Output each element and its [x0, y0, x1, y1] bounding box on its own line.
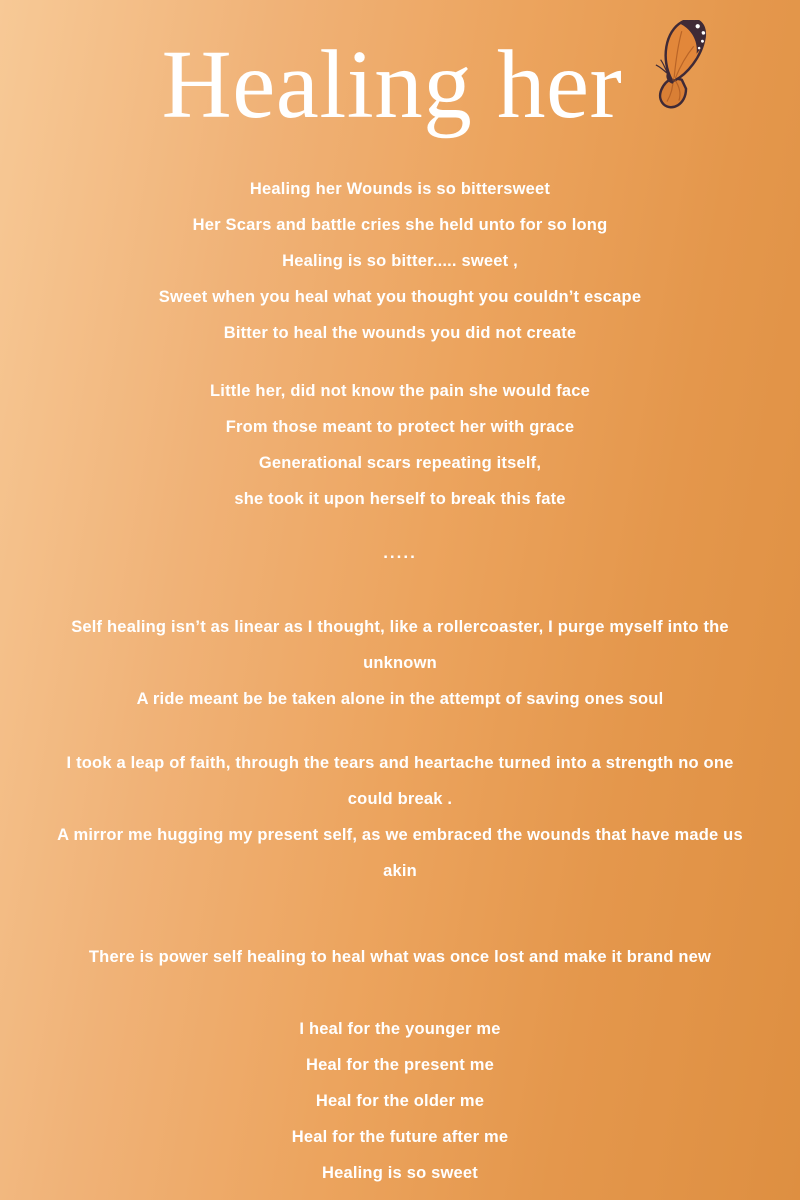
poem-line: Bitter to heal the wounds you did not create [223, 323, 577, 342]
poem-line: she took it upon herself to break this fate [234, 489, 566, 508]
poem-stanza [0, 745, 800, 889]
poem-stanza [0, 171, 800, 351]
poem-line: Healing is so sweet [321, 1163, 479, 1182]
poem-line: Healing is so bitter..... sweet , [282, 251, 518, 270]
poem-line: Sweet when you heal what you thought you couldn’t escape [158, 287, 642, 306]
poem-line: Her Scars and battle cries she held unto for so long [192, 215, 608, 234]
poem-line: Generational scars repeating itself, [258, 453, 542, 472]
poem-line: Heal for the older me [315, 1091, 485, 1110]
stanza-divider: ..... [383, 542, 417, 562]
poem-line: A ride meant be be taken alone in the attempt of saving ones soul [136, 689, 664, 708]
title-section [0, 31, 800, 138]
poem-line: Heal for the present me [306, 1055, 494, 1074]
poem-line: There is power self healing to heal what was once lost and make it brand new [88, 947, 712, 966]
poem-line: I took a leap of faith, through the tears and heartache turned into a strength no one [66, 753, 734, 772]
poem-line: unknown [363, 653, 437, 672]
poem-stanza [0, 609, 800, 717]
poem-line: could break . [347, 789, 453, 808]
poem-line: Little her, did not know the pain she would face [210, 381, 590, 400]
poem-line: Healing her Wounds is so bittersweet [249, 179, 551, 198]
page-title: Healing her [161, 31, 623, 138]
poem-line: Heal for the future after me [291, 1127, 509, 1146]
poem-line: From those meant to protect her with grace [225, 417, 575, 436]
poem-stanza [0, 1011, 800, 1191]
poem-line: Self healing isn’t as linear as I thought, like a rollercoaster, I purge myself into the [71, 617, 729, 636]
poem-stanza [0, 373, 800, 517]
poem-stanza [0, 939, 800, 975]
poem-line: I heal for the younger me [299, 1019, 501, 1038]
poem-line: akin [383, 861, 417, 880]
poem-line: A mirror me hugging my present self, as we embraced the wounds that have made us [57, 825, 743, 844]
